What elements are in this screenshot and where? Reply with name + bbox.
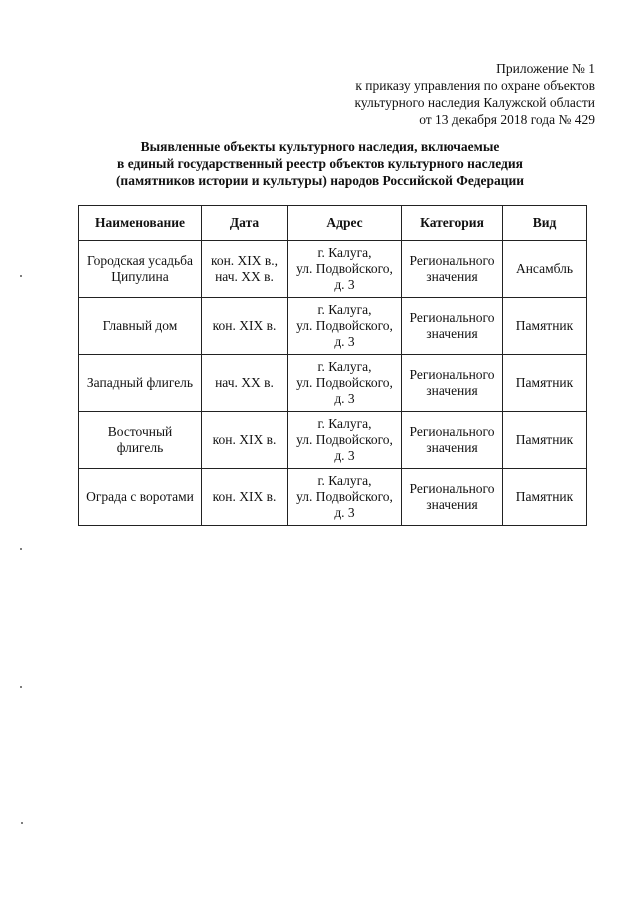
cell-name: Восточный флигель xyxy=(79,412,202,469)
cell-address: г. Калуга, ул. Подвойского, д. 3 xyxy=(288,298,402,355)
table-row xyxy=(79,469,587,526)
title-line: Выявленные объекты культурного наследия, включаемые xyxy=(140,139,500,154)
cell-category: Регионального значения xyxy=(402,469,503,526)
cell-date: кон. XIX в., нач. XX в. xyxy=(202,241,288,298)
document-title xyxy=(80,138,560,189)
appendix-header xyxy=(354,60,595,128)
cell-address: г. Калуга, ул. Подвойского, д. 3 xyxy=(288,241,402,298)
table-row xyxy=(79,298,587,355)
column-header-date: Дата xyxy=(202,206,288,241)
cell-address: г. Калуга, ул. Подвойского, д. 3 xyxy=(288,355,402,412)
title-line: в единый государственный реестр объектов культурного наследия xyxy=(117,156,523,171)
cell-category: Регионального значения xyxy=(402,412,503,469)
cell-date: кон. XIX в. xyxy=(202,412,288,469)
column-header-address: Адрес xyxy=(288,206,402,241)
cell-type: Памятник xyxy=(503,298,587,355)
cell-address: г. Калуга, ул. Подвойского, д. 3 xyxy=(288,469,402,526)
scan-speck xyxy=(20,686,22,688)
column-header-type: Вид xyxy=(503,206,587,241)
cell-type: Памятник xyxy=(503,412,587,469)
table-row xyxy=(79,355,587,412)
cell-date: кон. XIX в. xyxy=(202,298,288,355)
appendix-line: культурного наследия Калужской области xyxy=(354,95,595,110)
scan-speck xyxy=(20,275,22,277)
cell-category: Регионального значения xyxy=(402,298,503,355)
cell-name: Городская усадьба Ципулина xyxy=(79,241,202,298)
cell-category: Регионального значения xyxy=(402,241,503,298)
cell-name: Ограда с воротами xyxy=(79,469,202,526)
cell-type: Памятник xyxy=(503,355,587,412)
cell-name: Западный флигель xyxy=(79,355,202,412)
cell-category: Регионального значения xyxy=(402,355,503,412)
cell-type: Памятник xyxy=(503,469,587,526)
appendix-line: к приказу управления по охране объектов xyxy=(355,78,595,93)
scan-speck xyxy=(20,548,22,550)
appendix-line: от 13 декабря 2018 года № 429 xyxy=(419,112,595,127)
appendix-line: Приложение № 1 xyxy=(496,61,595,76)
column-header-category: Категория xyxy=(402,206,503,241)
cell-type: Ансамбль xyxy=(503,241,587,298)
cell-address: г. Калуга, ул. Подвойского, д. 3 xyxy=(288,412,402,469)
heritage-objects-table xyxy=(78,205,587,526)
title-line: (памятников истории и культуры) народов Российской Федерации xyxy=(115,173,525,188)
table-row xyxy=(79,412,587,469)
cell-date: кон. XIX в. xyxy=(202,469,288,526)
table-header-row xyxy=(79,206,587,241)
column-header-name: Наименование xyxy=(79,206,202,241)
table-row xyxy=(79,241,587,298)
scan-speck xyxy=(21,822,23,824)
cell-date: нач. XX в. xyxy=(202,355,288,412)
cell-name: Главный дом xyxy=(79,298,202,355)
